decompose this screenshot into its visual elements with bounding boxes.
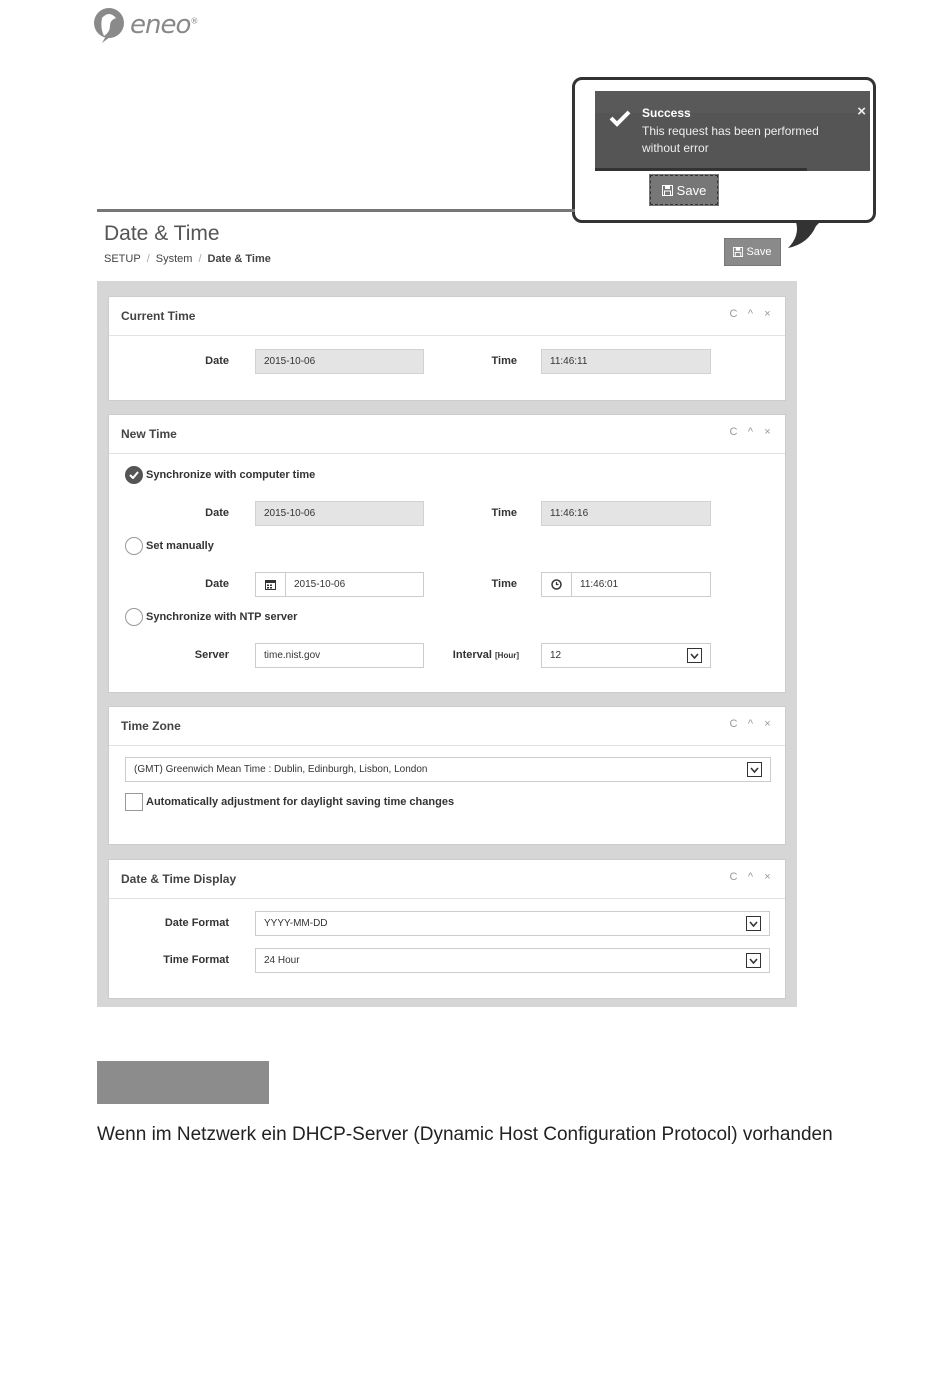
- current-time-field: 11:46:11: [541, 349, 711, 374]
- date-label: Date: [205, 507, 229, 519]
- time-zone-select[interactable]: (GMT) Greenwich Mean Time : Dublin, Edinburgh, Lisbon, London: [125, 757, 771, 782]
- collapse-icon[interactable]: ^: [747, 718, 754, 730]
- panel-title: New Time: [121, 427, 177, 441]
- save-icon: [733, 247, 743, 257]
- check-icon: [129, 471, 139, 479]
- date-format-label: Date Format: [164, 917, 229, 929]
- panel-tools: [728, 871, 773, 883]
- chevron-down-icon: [746, 953, 761, 968]
- date-label: Date: [205, 355, 229, 367]
- date-format-select[interactable]: YYYY-MM-DD: [255, 911, 770, 936]
- close-icon[interactable]: ×: [764, 308, 771, 320]
- settings-container: [97, 281, 797, 1007]
- calendar-icon[interactable]: [255, 572, 286, 597]
- dst-label: Automatically adjustment for daylight saving time changes: [146, 796, 455, 808]
- check-icon: [609, 109, 631, 127]
- panel-title: Time Zone: [121, 719, 181, 733]
- ntp-server-input[interactable]: time.nist.gov: [255, 643, 424, 668]
- time-label: Time: [491, 578, 517, 590]
- panel-current-time: [108, 296, 786, 401]
- radio-sync-ntp[interactable]: [125, 608, 143, 626]
- toast-progress: [595, 168, 807, 171]
- panel-new-time: [108, 414, 786, 693]
- time-label: Time: [491, 507, 517, 519]
- eneo-logo: [92, 4, 212, 46]
- save-button[interactable]: Save: [724, 238, 781, 266]
- panel-title: Current Time: [121, 309, 196, 323]
- panel-tools: [728, 308, 773, 320]
- breadcrumb: SETUP / System / Date & Time: [104, 253, 271, 265]
- sync-time-field: 11:46:16: [541, 501, 711, 526]
- close-icon[interactable]: ×: [764, 718, 771, 730]
- interval-select[interactable]: 12: [541, 643, 711, 668]
- time-format-select[interactable]: 24 Hour: [255, 948, 770, 973]
- eneo-logo-icon: [92, 6, 126, 44]
- manual-date-input[interactable]: 2015-10-06: [285, 572, 424, 597]
- breadcrumb-setup[interactable]: SETUP: [104, 253, 141, 265]
- breadcrumb-current: Date & Time: [207, 253, 271, 265]
- breadcrumb-system[interactable]: System: [155, 253, 193, 265]
- interval-label: Interval [Hour]: [452, 649, 519, 661]
- close-icon[interactable]: ×: [764, 871, 771, 883]
- sync-date-field: 2015-10-06: [255, 501, 424, 526]
- radio-sync-computer[interactable]: [125, 466, 143, 484]
- chevron-down-icon: [746, 916, 761, 931]
- save-icon: [662, 185, 673, 196]
- set-manually-label: Set manually: [146, 540, 214, 552]
- panel-tools: [728, 718, 773, 730]
- server-label: Server: [194, 649, 229, 661]
- refresh-icon[interactable]: C: [729, 718, 738, 730]
- panel-date-time-display: [108, 859, 786, 999]
- date-label: Date: [205, 578, 229, 590]
- refresh-icon[interactable]: C: [729, 426, 738, 438]
- page-title: Date & Time: [104, 222, 220, 245]
- close-icon[interactable]: ×: [857, 103, 866, 120]
- dst-checkbox[interactable]: [125, 793, 143, 811]
- sync-computer-label: Synchronize with computer time: [146, 469, 316, 481]
- header-rule: [97, 209, 575, 212]
- current-date-field: 2015-10-06: [255, 349, 424, 374]
- logo-wordmark: eneo®: [130, 10, 198, 40]
- success-toast: [595, 91, 870, 171]
- sync-ntp-label: Synchronize with NTP server: [146, 611, 298, 623]
- collapse-icon[interactable]: ^: [747, 871, 754, 883]
- body-paragraph: Wenn im Netzwerk ein DHCP-Server (Dynamic Host Configuration Protocol) vorhanden: [97, 1124, 833, 1145]
- collapse-icon[interactable]: ^: [747, 426, 754, 438]
- time-label: Time: [491, 355, 517, 367]
- chevron-down-icon: [747, 762, 762, 777]
- time-format-label: Time Format: [163, 954, 229, 966]
- callout-save-button[interactable]: Save: [649, 174, 719, 206]
- toast-title: Success: [642, 106, 691, 120]
- chevron-down-icon: [687, 648, 702, 663]
- clock-icon[interactable]: [541, 572, 572, 597]
- collapse-icon[interactable]: ^: [747, 308, 754, 320]
- toast-message: This request has been performed without error: [642, 124, 819, 155]
- section-heading-block: [97, 1061, 269, 1104]
- manual-time-input[interactable]: 11:46:01: [571, 572, 711, 597]
- radio-set-manually[interactable]: [125, 537, 143, 555]
- panel-time-zone: [108, 706, 786, 845]
- refresh-icon[interactable]: C: [729, 871, 738, 883]
- toast-band: [595, 91, 870, 113]
- callout-tail: [786, 220, 826, 250]
- close-icon[interactable]: ×: [764, 426, 771, 438]
- refresh-icon[interactable]: C: [729, 308, 738, 320]
- panel-tools: [728, 426, 773, 438]
- panel-title: Date & Time Display: [121, 872, 237, 886]
